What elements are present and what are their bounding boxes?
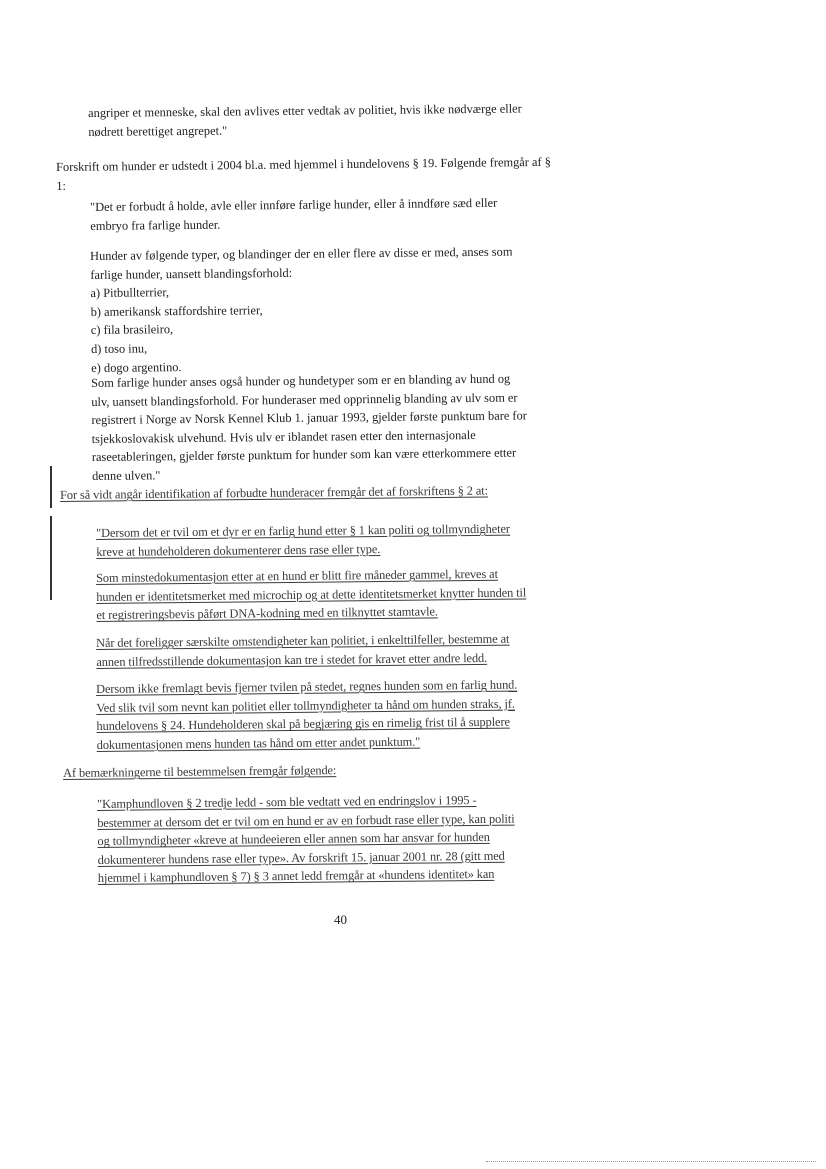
text-line: 1:: [56, 178, 67, 193]
quote-paragraph: [96, 564, 526, 624]
revision-margin-bar: [50, 466, 52, 508]
text-line: Forskrift om hunder er udstedt i 2004 bl.a. med hjemmel i hundelovens § 19. Følgende fremgår af §: [56, 154, 551, 174]
list-item: a) Pitbullterrier,: [90, 285, 170, 301]
text-line: Når det foreligger særskilte omstendigheter kan politiet, i enkelttilfeller, bestemme at: [96, 631, 510, 650]
text-line: bestemmer at dersom det er tvil om en hund er av en forbudt rase eller type, kan politi: [97, 811, 515, 830]
list-item: d) toso inu,: [90, 341, 148, 356]
quote-paragraph: [91, 369, 528, 485]
text-line: Af bemærkningerne til bestemmelsen fremgår følgende:: [63, 763, 337, 780]
quote-paragraph: [90, 194, 497, 235]
text-line: annen tilfredsstillende dokumentasjon kan tre i stedet for kravet etter andre ledd.: [96, 650, 488, 669]
text-line: hunden er identitetsmerket med microchip og at dette identitetsmerket knytter hunden til: [96, 585, 527, 604]
text-line: "Kamphundloven § 2 tredje ledd - som ble vedtatt ved en endringslov i 1995 -: [97, 793, 477, 811]
paragraph-identifikation-intro: [60, 482, 488, 505]
text-line: Som farlige hunder anses også hunder og hundetyper som er en blanding av hund og: [91, 371, 511, 390]
text-line: Hunder av følgende typer, og blandinger der en eller flere av disse er med, anses som: [90, 244, 513, 263]
text-line: denne ulven.": [91, 468, 161, 483]
list-item: e) dogo argentino.: [91, 359, 182, 375]
text-line: Dersom ikke fremlagt bevis fjerner tvilen på stedet, regnes hunden som en farlig hund.: [96, 677, 518, 696]
text-line: "Det er forbudt å holde, avle eller innføre farlige hunder, eller å inndføre sæd eller: [90, 195, 498, 214]
text-line: dokumentasjonen mens hunden tas hånd om etter andet punktum.": [96, 734, 421, 752]
text-line: nødrett berettiget angrepet.": [88, 123, 228, 139]
text-line: Ved slik tvil som nevnt kan politiet eller tollmyndigheter ta hånd om hunden straks, jf.: [96, 696, 515, 715]
text-line: dokumenterer hundens rase eller type». Av forskrift 15. januar 2001 nr. 28 (gitt med: [97, 848, 505, 867]
text-line: "Dersom det er tvil om et dyr er en farlig hund etter § 1 kan politi og tollmyndigheter: [96, 521, 510, 540]
text-line: kreve at hundeholderen dokumenterer dens rase eller type.: [96, 541, 381, 559]
quote-paragraph: [96, 630, 510, 672]
quote-paragraph: [96, 676, 518, 755]
list-item: b) amerikansk staffordshire terrier,: [90, 302, 263, 319]
quote-list-paragraph: [90, 243, 514, 378]
text-line: raseetableringen, gjelder første punktum for hunder som kan være etterkommere etter: [91, 445, 517, 465]
text-line: For så vidt angår identifikation af forbudte hunderacer fremgår det af forskriftens § 2 at:: [60, 483, 489, 502]
text-line: hjemmel i kamphundloven § 7) § 3 annet ledd fremgår at «hundens identitet» kan: [97, 867, 495, 886]
list-item: c) fila brasileiro,: [90, 322, 174, 338]
text-line: tsjekkoslovakisk ulvehund. Hvis ulv er iblandet rasen etter den internasjonale: [91, 427, 476, 446]
text-line: og tollmyndigheter «kreve at hundeeieren eller annen som har ansvar for hunden: [97, 830, 490, 849]
quote-ending: [88, 99, 522, 141]
revision-margin-bar: [50, 516, 52, 600]
paragraph-bemaerkninger-intro: [63, 761, 336, 782]
text-line: registrert i Norge av Norsk Kennel Klub 1. januar 1993, gjelder første punktum bare for: [91, 408, 527, 428]
page-number: 40: [334, 912, 347, 927]
text-line: et registreringsbevis påført DNA-kodning med en tilknyttet stamtavle.: [96, 604, 438, 623]
text-line: Som minstedokumentasjon etter at en hund er blitt fire måneder gammel, kreves at: [96, 566, 498, 585]
text-line: farlige hunder, uansett blandingsforhold:: [90, 265, 293, 282]
scan-edge-artifact: [486, 1161, 816, 1162]
text-line: hundelovens § 24. Hundeholderen skal på begjæring gis en rimelig frist til å supplere: [96, 714, 510, 734]
quote-paragraph: [97, 791, 515, 888]
text-line: embryo fra farlige hunder.: [90, 217, 221, 233]
paragraph-forskrift-intro: [56, 153, 551, 195]
text-line: angriper et menneske, skal den avlives etter vedtak av politiet, hvis ikke nødværge eller: [88, 101, 522, 120]
quote-paragraph: [96, 520, 510, 562]
text-line: ulv, uansett blandingsforhold. For hunderaser med opprinnelig blanding av ulv som er: [91, 390, 518, 409]
